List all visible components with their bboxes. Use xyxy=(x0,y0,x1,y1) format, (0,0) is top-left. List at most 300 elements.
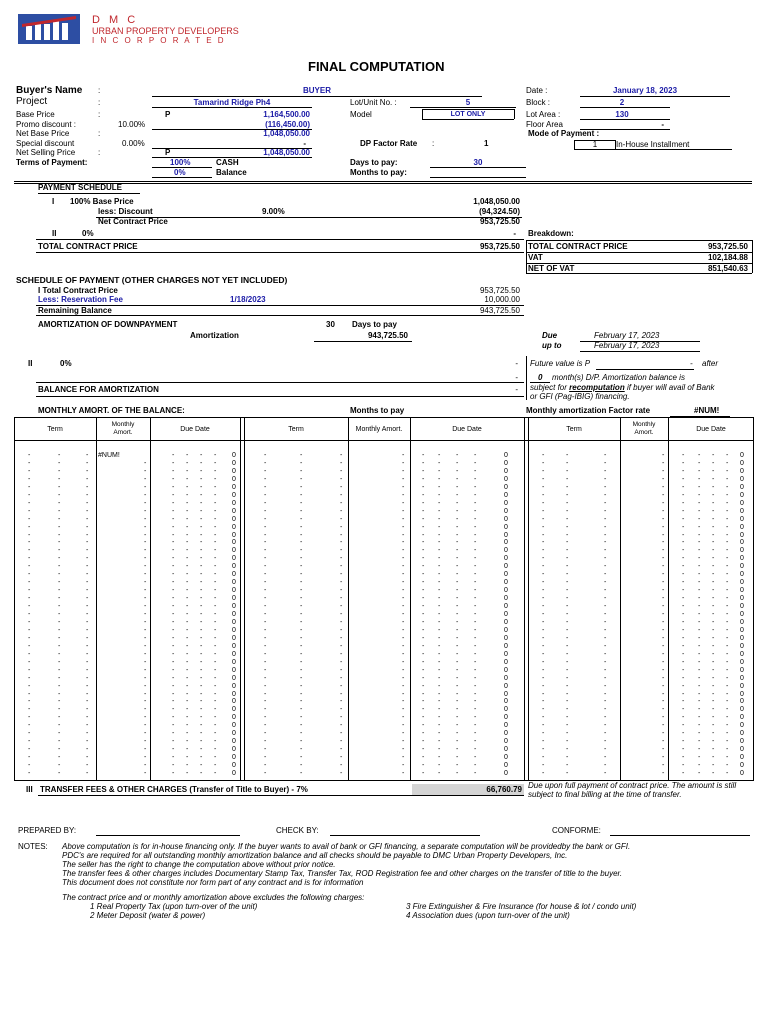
due-date-cell: - xyxy=(698,603,701,611)
due-date-cell: - xyxy=(422,571,425,579)
due-date-cell: - xyxy=(186,730,189,738)
lot-area-value: 130 xyxy=(615,110,629,119)
term-cell: - xyxy=(264,611,267,618)
due-date-cell: - xyxy=(186,603,189,611)
due-date-cell: - xyxy=(214,746,217,754)
term-cell: - xyxy=(86,467,89,475)
terms-label: Terms of Payment: xyxy=(16,158,88,167)
term-cell: - xyxy=(28,714,31,722)
due-date-cell: - xyxy=(698,770,701,777)
monthly-amort-cell: - xyxy=(662,603,665,611)
due-value-cell: 0 xyxy=(232,579,236,587)
due-date-cell: - xyxy=(712,666,715,674)
term-cell: - xyxy=(340,762,343,770)
term-cell: - xyxy=(28,459,31,467)
term-cell: - xyxy=(300,467,303,475)
due-date-cell: - xyxy=(422,746,425,754)
monthly-amort-cell: - xyxy=(144,483,147,491)
due-date-cell: - xyxy=(438,595,441,603)
due-date-cell: - xyxy=(474,674,477,682)
term-cell: - xyxy=(604,738,607,746)
sop-factor-value: #NUM! xyxy=(694,406,720,415)
due-value-cell: 0 xyxy=(504,762,508,770)
breakdown-vat-label: VAT xyxy=(528,253,543,262)
term-cell: - xyxy=(340,499,343,507)
term-cell: - xyxy=(542,499,545,507)
due-value-cell: 0 xyxy=(740,523,744,531)
project-label: Project xyxy=(16,96,48,107)
term-cell: - xyxy=(58,618,61,626)
due-date-cell: - xyxy=(200,483,203,491)
term-cell: - xyxy=(264,603,267,611)
monthly-amort-cell: - xyxy=(144,603,147,611)
due-date-cell: - xyxy=(186,650,189,658)
term-cell: - xyxy=(28,611,31,618)
due-date-cell: - xyxy=(456,531,459,539)
due-date-cell: - xyxy=(712,467,715,475)
term-cell: - xyxy=(28,483,31,491)
note-5: This document does not constitute nor form part of any contract and is for information xyxy=(62,878,364,887)
term-cell: - xyxy=(604,507,607,515)
due-value-cell: 0 xyxy=(232,722,236,730)
sop-dash: - xyxy=(515,359,518,368)
term-cell: - xyxy=(58,483,61,491)
col-due: Due Date xyxy=(452,426,482,433)
term-cell: - xyxy=(264,674,267,682)
due-value-cell: 0 xyxy=(232,698,236,706)
due-date-cell: - xyxy=(422,452,425,459)
due-date-cell: - xyxy=(456,563,459,571)
due-date-cell: - xyxy=(186,658,189,666)
term-cell: - xyxy=(566,674,569,682)
due-date-cell: - xyxy=(698,762,701,770)
term-cell: - xyxy=(28,618,31,626)
term-cell: - xyxy=(58,666,61,674)
due-value-cell: 0 xyxy=(740,571,744,579)
due-date-cell: - xyxy=(456,452,459,459)
term-cell: - xyxy=(300,762,303,770)
term-cell: - xyxy=(542,642,545,650)
due-date-cell: - xyxy=(474,754,477,762)
term-cell: - xyxy=(264,507,267,515)
monthly-amort-cell: - xyxy=(402,547,405,555)
due-date-cell: - xyxy=(438,603,441,611)
term-cell: - xyxy=(340,674,343,682)
due-date-cell: - xyxy=(698,571,701,579)
due-date-cell: - xyxy=(200,595,203,603)
currency: P xyxy=(165,148,171,157)
due-date-cell: - xyxy=(438,563,441,571)
term-cell: - xyxy=(264,642,267,650)
due-date-cell: - xyxy=(214,722,217,730)
due-date-cell: - xyxy=(456,634,459,642)
col-due: Due Date xyxy=(180,426,210,433)
monthly-amort-cell: - xyxy=(402,738,405,746)
due-date-cell: - xyxy=(698,539,701,547)
due-date-cell: - xyxy=(186,547,189,555)
due-date-cell: - xyxy=(438,571,441,579)
due-date-cell: - xyxy=(214,539,217,547)
monthly-amort-cell: - xyxy=(144,507,147,515)
due-date-cell: - xyxy=(682,762,685,770)
monthly-amort-cell: - xyxy=(662,491,665,499)
monthly-amort-cell: - xyxy=(662,626,665,634)
due-date-cell: - xyxy=(438,674,441,682)
due-date-cell: - xyxy=(474,618,477,626)
term-cell: - xyxy=(542,634,545,642)
due-date-cell: - xyxy=(200,730,203,738)
schedule-tcp-label: TOTAL CONTRACT PRICE xyxy=(38,242,138,251)
due-value-cell: 0 xyxy=(740,642,744,650)
due-date-cell: - xyxy=(712,642,715,650)
due-date-cell: - xyxy=(712,754,715,762)
monthly-amort-cell: - xyxy=(662,595,665,603)
due-date-cell: - xyxy=(186,467,189,475)
monthly-amort-cell: - xyxy=(144,459,147,467)
term-cell: - xyxy=(566,746,569,754)
due-value-cell: 0 xyxy=(740,603,744,611)
due-date-cell: - xyxy=(682,603,685,611)
due-date-cell: - xyxy=(712,674,715,682)
monthly-amort-cell: - xyxy=(144,642,147,650)
term-cell: - xyxy=(604,491,607,499)
term-cell: - xyxy=(264,491,267,499)
due-date-cell: - xyxy=(456,459,459,467)
monthly-amort-cell: - xyxy=(144,595,147,603)
sop-rem-label: Remaining Balance xyxy=(38,306,112,315)
due-date-cell: - xyxy=(682,595,685,603)
due-value-cell: 0 xyxy=(232,499,236,507)
due-date-cell: - xyxy=(726,770,729,777)
due-date-cell: - xyxy=(712,539,715,547)
monthly-amort-cell: #NUM! xyxy=(98,452,120,459)
due-value-cell: 0 xyxy=(504,571,508,579)
due-date-cell: - xyxy=(214,754,217,762)
due-date-cell: - xyxy=(172,547,175,555)
monthly-amort-cell: - xyxy=(662,475,665,483)
due-date-cell: - xyxy=(200,539,203,547)
term-cell: - xyxy=(340,515,343,523)
company-logo xyxy=(18,14,80,44)
sop-factor-label: Monthly amortization Factor rate xyxy=(526,406,651,415)
due-date-cell: - xyxy=(172,595,175,603)
due-date-cell: - xyxy=(474,722,477,730)
sop-res: 10,000.00 xyxy=(484,295,520,304)
term-cell: - xyxy=(566,738,569,746)
monthly-amort-cell: - xyxy=(662,483,665,491)
due-date-cell: - xyxy=(422,634,425,642)
due-date-cell: - xyxy=(422,658,425,666)
term-cell: - xyxy=(86,483,89,491)
col-monthly: Monthly xyxy=(632,421,656,428)
due-date-cell: - xyxy=(682,634,685,642)
due-date-cell: - xyxy=(726,626,729,634)
term-cell: - xyxy=(340,531,343,539)
logo-buildings-icon xyxy=(18,14,80,44)
due-value-cell: 0 xyxy=(740,690,744,698)
promo-pct: 10.00% xyxy=(118,120,146,129)
due-date-cell: - xyxy=(172,491,175,499)
due-date-cell: - xyxy=(712,603,715,611)
charge-4: 4 Association dues (upon turn-over of the unit) xyxy=(406,911,570,920)
due-date-cell: - xyxy=(422,491,425,499)
due-date-cell: - xyxy=(214,523,217,531)
monthly-amort-cell: - xyxy=(402,714,405,722)
special-pct: 0.00% xyxy=(122,139,145,148)
monthly-amort-cell: - xyxy=(662,754,665,762)
due-value-cell: 0 xyxy=(232,730,236,738)
terms-balance: Balance xyxy=(216,168,247,177)
due-date-cell: - xyxy=(422,706,425,714)
due-value-cell: 0 xyxy=(740,650,744,658)
due-date-cell: - xyxy=(698,579,701,587)
currency: P xyxy=(165,110,171,119)
monthly-amort-cell: - xyxy=(402,539,405,547)
term-cell: - xyxy=(604,634,607,642)
monthly-amort-cell: - xyxy=(144,539,147,547)
term-cell: - xyxy=(604,626,607,634)
term-cell: - xyxy=(264,754,267,762)
due-date-cell: - xyxy=(474,515,477,523)
due-date-cell: - xyxy=(422,642,425,650)
company-line2: URBAN PROPERTY DEVELOPERS xyxy=(92,26,239,36)
term-cell: - xyxy=(264,770,267,777)
term-cell: - xyxy=(264,746,267,754)
block-label: Block : xyxy=(526,98,551,107)
monthly-amort-cell: - xyxy=(402,587,405,595)
due-date-cell: - xyxy=(698,682,701,690)
term-cell: - xyxy=(28,452,31,459)
due-value-cell: 0 xyxy=(504,547,508,555)
term-cell: - xyxy=(86,690,89,698)
term-cell: - xyxy=(28,658,31,666)
due-value-cell: 0 xyxy=(504,475,508,483)
due-date-cell: - xyxy=(682,674,685,682)
lot-value: 5 xyxy=(465,98,471,107)
term-cell: - xyxy=(542,475,545,483)
due-date-cell: - xyxy=(172,634,175,642)
due-date-cell: - xyxy=(712,738,715,746)
monthly-amort-cell: - xyxy=(144,587,147,595)
due-date-cell: - xyxy=(438,762,441,770)
due-date-cell: - xyxy=(726,698,729,706)
due-value-cell: 0 xyxy=(504,730,508,738)
due-date-cell: - xyxy=(214,626,217,634)
buyer-label: Buyer's Name xyxy=(16,85,83,96)
due-value-cell: 0 xyxy=(232,634,236,642)
due-date-cell: - xyxy=(456,539,459,547)
sop-res-label: Less: Reservation Fee xyxy=(38,295,123,304)
sop-title: SCHEDULE OF PAYMENT (OTHER CHARGES NOT YET INCLUDED) xyxy=(16,275,288,285)
due-value-cell: 0 xyxy=(504,507,508,515)
due-date-cell: - xyxy=(214,491,217,499)
term-cell: - xyxy=(542,770,545,777)
term-cell: - xyxy=(340,682,343,690)
term-cell: - xyxy=(542,555,545,563)
due-value-cell: 0 xyxy=(504,531,508,539)
sop-ii: II xyxy=(28,359,33,368)
term-cell: - xyxy=(300,746,303,754)
due-date-cell: - xyxy=(214,730,217,738)
due-date-cell: - xyxy=(456,714,459,722)
due-date-cell: - xyxy=(682,499,685,507)
due-date-cell: - xyxy=(172,754,175,762)
due-date-cell: - xyxy=(682,587,685,595)
term-cell: - xyxy=(28,475,31,483)
term-cell: - xyxy=(28,666,31,674)
due-date-cell: - xyxy=(682,459,685,467)
monthly-amort-cell: - xyxy=(662,666,665,674)
due-date-cell: - xyxy=(456,706,459,714)
due-value-cell: 0 xyxy=(232,475,236,483)
term-cell: - xyxy=(58,563,61,571)
due-value-cell: 0 xyxy=(232,523,236,531)
due-date-cell: - xyxy=(456,603,459,611)
due-date-cell: - xyxy=(422,523,425,531)
monthly-amort-cell: - xyxy=(662,618,665,626)
due-date-cell: - xyxy=(186,523,189,531)
term-cell: - xyxy=(542,746,545,754)
term-cell: - xyxy=(264,722,267,730)
due-date-cell: - xyxy=(200,674,203,682)
due-value-cell: 0 xyxy=(740,618,744,626)
term-cell: - xyxy=(58,642,61,650)
monthly-amort-cell: - xyxy=(144,674,147,682)
due-date-cell: - xyxy=(214,579,217,587)
due-date-cell: - xyxy=(698,698,701,706)
monthly-amort-cell: - xyxy=(144,722,147,730)
monthly-amort-cell: - xyxy=(144,571,147,579)
due-value-cell: 0 xyxy=(504,459,508,467)
monthly-amort-cell: - xyxy=(144,531,147,539)
due-date-cell: - xyxy=(200,666,203,674)
term-cell: - xyxy=(340,650,343,658)
due-value-cell: 0 xyxy=(740,475,744,483)
due-date-cell: - xyxy=(456,491,459,499)
due-date-cell: - xyxy=(214,618,217,626)
due-value-cell: 0 xyxy=(504,603,508,611)
term-cell: - xyxy=(300,491,303,499)
term-cell: - xyxy=(264,762,267,770)
term-cell: - xyxy=(264,515,267,523)
due-value-cell: 0 xyxy=(232,595,236,603)
monthly-amort-cell: - xyxy=(402,730,405,738)
term-cell: - xyxy=(86,762,89,770)
term-cell: - xyxy=(264,452,267,459)
term-cell: - xyxy=(566,515,569,523)
due-date-cell: - xyxy=(214,682,217,690)
due-date-cell: - xyxy=(698,666,701,674)
due-date-cell: - xyxy=(172,730,175,738)
term-cell: - xyxy=(86,618,89,626)
monthly-amort-cell: - xyxy=(144,555,147,563)
buyer-value: BUYER xyxy=(302,86,331,95)
term-cell: - xyxy=(340,452,343,459)
due-date-cell: - xyxy=(422,483,425,491)
monthly-amort-cell: - xyxy=(402,690,405,698)
transfer-label: TRANSFER FEES & OTHER CHARGES (Transfer of Title to Buyer) - 7% xyxy=(40,785,308,794)
due-date-cell: - xyxy=(422,611,425,618)
due-date-cell: - xyxy=(474,706,477,714)
sop-tcp: 953,725.50 xyxy=(479,286,520,295)
due-date-cell: - xyxy=(712,618,715,626)
due-date-cell: - xyxy=(682,531,685,539)
due-value-cell: 0 xyxy=(232,674,236,682)
term-cell: - xyxy=(604,666,607,674)
due-date-cell: - xyxy=(422,650,425,658)
due-date-cell: - xyxy=(172,682,175,690)
term-cell: - xyxy=(542,571,545,579)
due-date-cell: - xyxy=(200,770,203,777)
due-value-cell: 0 xyxy=(504,722,508,730)
company-line3: I N C O R P O R A T E D xyxy=(92,36,226,45)
monthly-amort-cell: - xyxy=(144,658,147,666)
term-cell: - xyxy=(566,698,569,706)
term-cell: - xyxy=(58,579,61,587)
due-value-cell: 0 xyxy=(504,523,508,531)
term-cell: - xyxy=(542,674,545,682)
due-date-cell: - xyxy=(456,507,459,515)
due-date-cell: - xyxy=(438,770,441,777)
due-date-cell: - xyxy=(422,626,425,634)
due-date-cell: - xyxy=(682,746,685,754)
sop-upto-date: February 17, 2023 xyxy=(594,341,660,350)
due-date-cell: - xyxy=(682,611,685,618)
due-date-cell: - xyxy=(186,626,189,634)
due-date-cell: - xyxy=(698,531,701,539)
due-date-cell: - xyxy=(698,587,701,595)
due-date-cell: - xyxy=(422,770,425,777)
due-value-cell: 0 xyxy=(740,515,744,523)
due-date-cell: - xyxy=(712,698,715,706)
due-date-cell: - xyxy=(186,555,189,563)
term-cell: - xyxy=(86,507,89,515)
due-value-cell: 0 xyxy=(232,563,236,571)
term-cell: - xyxy=(566,499,569,507)
monthly-amort-cell: - xyxy=(662,587,665,595)
breakdown-label: Breakdown: xyxy=(528,229,574,238)
due-date-cell: - xyxy=(214,595,217,603)
due-date-cell: - xyxy=(200,762,203,770)
due-date-cell: - xyxy=(474,626,477,634)
monthly-amort-cell: - xyxy=(662,674,665,682)
term-cell: - xyxy=(566,603,569,611)
due-date-cell: - xyxy=(726,682,729,690)
due-value-cell: 0 xyxy=(504,666,508,674)
due-date-cell: - xyxy=(712,507,715,515)
due-date-cell: - xyxy=(474,587,477,595)
monthly-amort-cell: - xyxy=(402,499,405,507)
due-value-cell: 0 xyxy=(232,452,236,459)
due-date-cell: - xyxy=(712,706,715,714)
col-amort: Amort. xyxy=(113,429,133,436)
due-date-cell: - xyxy=(422,499,425,507)
monthly-amort-cell: - xyxy=(402,706,405,714)
term-cell: - xyxy=(542,714,545,722)
due-date-cell: - xyxy=(200,698,203,706)
term-cell: - xyxy=(28,595,31,603)
due-date-cell: - xyxy=(200,706,203,714)
due-date-cell: - xyxy=(172,642,175,650)
due-date-cell: - xyxy=(422,547,425,555)
due-date-cell: - xyxy=(186,611,189,618)
col-amort: Amort. xyxy=(634,429,654,436)
due-date-cell: - xyxy=(438,650,441,658)
due-value-cell: 0 xyxy=(232,547,236,555)
due-date-cell: - xyxy=(698,452,701,459)
col-due: Due Date xyxy=(696,426,726,433)
term-cell: - xyxy=(86,595,89,603)
